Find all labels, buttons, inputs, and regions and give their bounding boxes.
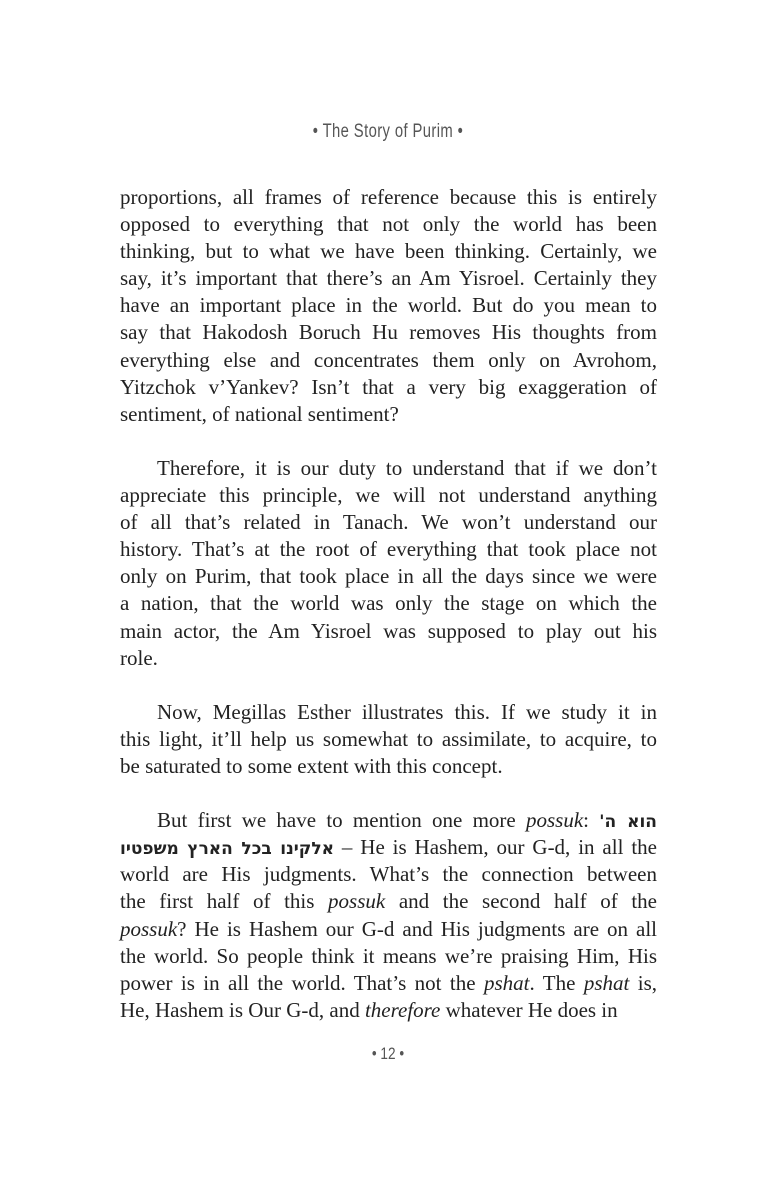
text-segment: a nation, that the world was only the stage on which the — [120, 591, 657, 616]
text-segment: main actor, the Am Yisroel was supposed to play out his — [120, 618, 657, 643]
paragraph — [120, 455, 657, 672]
italic-term: possuk — [328, 889, 386, 914]
text-line — [120, 319, 657, 346]
text-line — [120, 753, 657, 780]
text-segment: . The — [529, 970, 584, 995]
text-line — [120, 834, 657, 861]
paragraph — [120, 807, 657, 1024]
text-segment: Now, Megillas Esther illustrates this. If we study it in — [157, 699, 657, 724]
text-segment: But first we have to mention one more — [157, 808, 526, 833]
text-segment: only on Purim, that took place in all the days since we were — [120, 564, 657, 589]
italic-term: pshat — [583, 970, 630, 995]
text-line — [120, 292, 657, 319]
text-segment: opposed to everything that not only the world has been — [120, 212, 657, 237]
text-segment: . What’s the connection between — [351, 862, 657, 887]
text-segment: Therefore, it is our duty to understand that if we don’t — [157, 455, 657, 480]
text-segment: say that Hakodosh Boruch Hu removes His thoughts from — [120, 320, 657, 345]
text-line — [120, 943, 657, 970]
text-line — [120, 970, 657, 997]
text-segment: have an important place in the world. But do you mean to — [120, 293, 657, 318]
text-segment: the world. So people think it means we’re praising Him, His — [120, 943, 657, 968]
italic-term: possuk — [526, 808, 584, 833]
text-line — [120, 916, 657, 943]
text-segment: proportions, all frames of reference because this is entirely — [120, 185, 657, 209]
text-line — [120, 807, 657, 834]
text-segment: everything else and concentrates them only on Avrohom, — [120, 347, 657, 372]
hebrew-text: הוא ה' — [599, 812, 657, 833]
text-line — [120, 618, 657, 645]
text-line — [120, 347, 657, 374]
text-segment: say, it’s important that there’s an Am Yisroel. Certainly they — [120, 266, 657, 291]
text-line — [120, 482, 657, 509]
text-line — [120, 374, 657, 401]
text-line — [120, 265, 657, 292]
text-segment: : — [583, 808, 600, 833]
italic-term: pshat — [483, 970, 530, 995]
text-segment: sentiment, of national sentiment? — [120, 401, 399, 426]
paragraph — [120, 699, 657, 780]
page-body — [120, 184, 657, 1051]
italic-term: therefore — [364, 997, 441, 1022]
text-line — [120, 645, 657, 672]
text-line — [120, 997, 657, 1024]
text-line — [120, 401, 657, 428]
running-header: • The Story of Purim • — [312, 121, 464, 142]
text-segment: – He is Hashem, our G-d, in all the — [333, 835, 657, 860]
text-segment: of all that’s related in Tanach. We won’t understand our — [120, 510, 657, 535]
text-segment: be saturated to some extent with this concept. — [120, 753, 503, 778]
hebrew-text: אלקינו בכל הארץ משפטיו — [120, 839, 334, 860]
text-line — [120, 861, 657, 888]
text-segment: ? He is Hashem our G-d and His judgments are on all — [177, 916, 657, 941]
text-segment: and the second half of the — [385, 889, 657, 914]
text-segment: whatever He does in — [440, 997, 618, 1022]
text-segment: role. — [120, 645, 158, 670]
italic-term: possuk — [120, 916, 178, 941]
text-line — [120, 211, 657, 238]
text-line — [120, 509, 657, 536]
paragraph — [120, 184, 657, 428]
text-segment: He, Hashem is Our G-d, and — [120, 997, 365, 1022]
text-line — [120, 536, 657, 563]
text-line — [120, 888, 657, 915]
text-segment: Yitzchok v’Yankev? Isn’t that a very big exaggeration of — [120, 374, 657, 399]
text-segment: the first half of this — [120, 889, 329, 914]
text-segment: power is in all the world. That’s not the — [120, 970, 484, 995]
text-segment: appreciate this principle, we will not understand anything — [120, 483, 657, 508]
text-line — [120, 455, 657, 482]
text-segment: is, — [629, 970, 658, 995]
text-segment: judgments — [263, 862, 352, 887]
text-segment: this light, it’ll help us somewhat to assimilate, to acquire, to — [120, 726, 657, 751]
text-line — [120, 238, 657, 265]
text-line — [120, 563, 657, 590]
text-segment: history. That’s at the root of everything that took place not — [120, 537, 657, 562]
text-line — [120, 726, 657, 753]
text-line — [120, 699, 657, 726]
page-number: • 12 • — [371, 1044, 405, 1063]
text-segment: thinking, but to what we have been thinking. Certainly, we — [120, 239, 657, 264]
text-line — [120, 184, 657, 211]
text-line — [120, 590, 657, 617]
text-segment: world are His — [120, 862, 264, 887]
